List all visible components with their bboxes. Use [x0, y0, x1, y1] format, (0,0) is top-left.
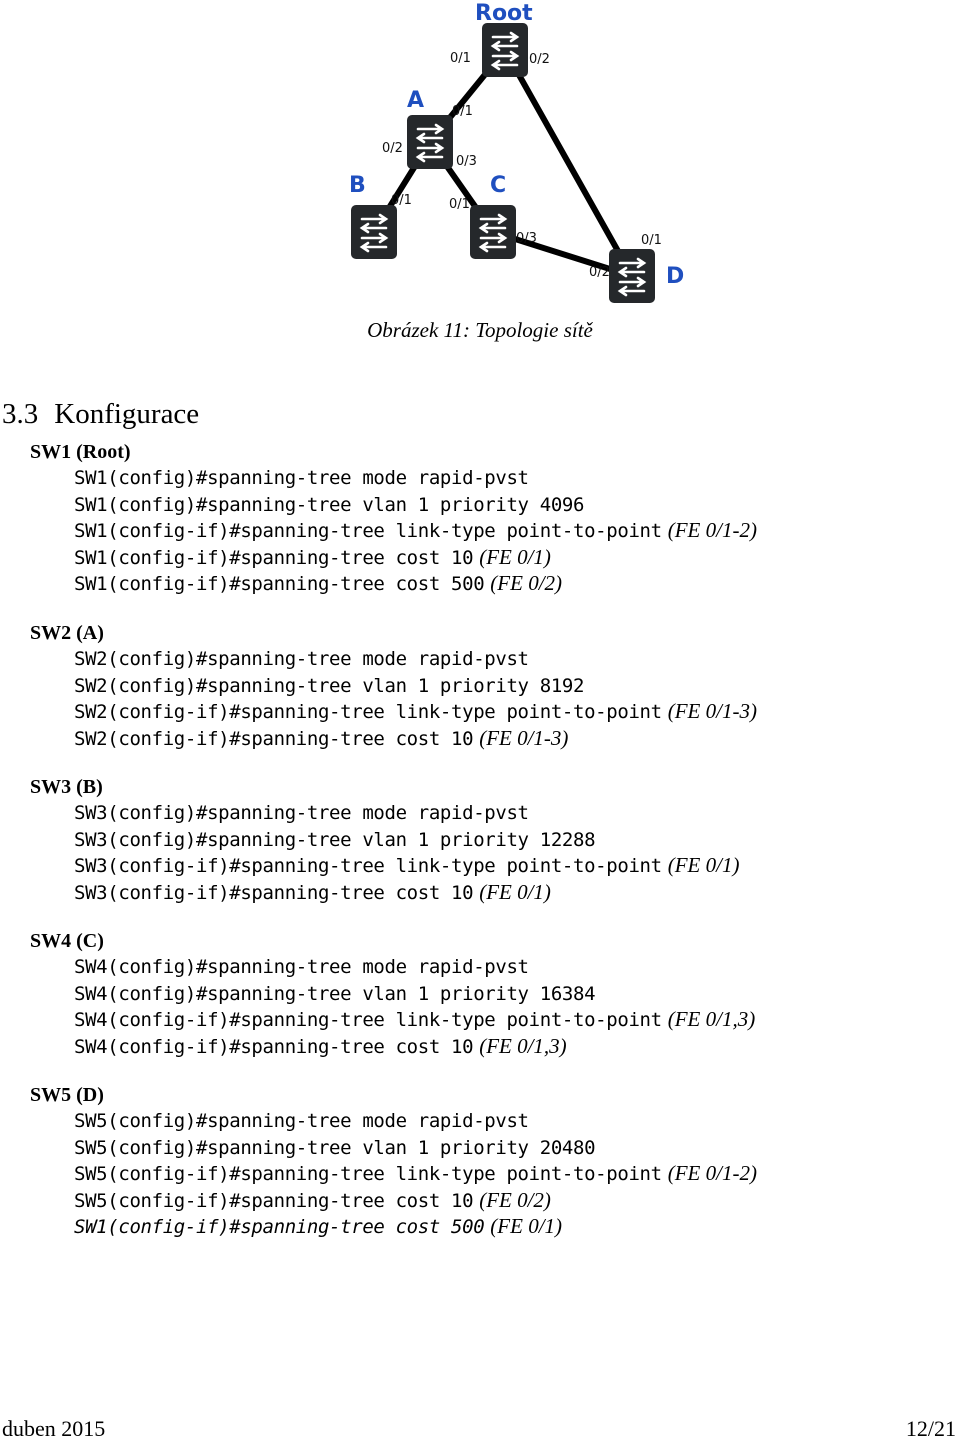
command-line: [74, 1213, 757, 1240]
command-line: [74, 491, 757, 518]
node-label-b: B: [349, 173, 366, 198]
command-line: [74, 517, 757, 544]
switch-title: SW4 (C): [30, 930, 104, 952]
config-block-sw5: [30, 1083, 757, 1240]
config-block-sw1: [30, 440, 757, 597]
section-title: Konfigurace: [54, 398, 200, 430]
switch-title: SW5 (D): [30, 1084, 104, 1106]
command-line: [74, 1187, 757, 1214]
command-line: [74, 1033, 755, 1060]
node-label-a: A: [407, 88, 425, 113]
command-line: [74, 570, 757, 597]
section-number: 3.3: [2, 398, 39, 430]
port-label-b-0-1: 0/1: [391, 193, 412, 208]
command-note: (FE 0/2): [479, 1187, 551, 1212]
port-label-c-0-3: 0/3: [516, 231, 537, 246]
figure-caption: Obrázek 11: Topologie sítě: [367, 318, 593, 342]
port-label-c-0-1: 0/1: [449, 197, 470, 212]
command-line: [74, 725, 757, 752]
command-note: (FE 0/2): [490, 571, 563, 595]
command-code: SW4(config-if)#spanning-tree cost 10: [74, 1035, 474, 1058]
command-code: SW4(config)#spanning-tree vlan 1 priority 16384: [74, 982, 596, 1005]
command-line: [74, 953, 755, 980]
command-code: SW1(config-if)#spanning-tree cost 10: [74, 546, 474, 569]
command-line: [74, 826, 739, 853]
command-line: [74, 879, 739, 906]
port-label-d-0-1: 0/1: [641, 233, 662, 248]
footer-page-number: 12/21: [905, 1416, 956, 1441]
switch-c-icon: [470, 205, 516, 259]
port-label-root-0-1: 0/1: [450, 51, 471, 66]
command-line: [74, 698, 757, 725]
command-note: (FE 0/1): [479, 879, 551, 904]
command-code: SW2(config)#spanning-tree vlan 1 priority 8192: [74, 674, 585, 697]
command-code: SW3(config-if)#spanning-tree cost 10: [74, 881, 474, 904]
command-line: [74, 980, 755, 1007]
command-note: (FE 0/1-3): [479, 725, 569, 750]
command-line: [74, 672, 757, 699]
command-note: (FE 0/1,3): [479, 1033, 567, 1058]
command-note: (FE 0/1): [667, 853, 740, 877]
command-note: (FE 0/1,3): [667, 1007, 756, 1031]
command-code: SW2(config-if)#spanning-tree link-type point-to-point: [74, 701, 662, 723]
command-code: SW4(config)#spanning-tree mode rapid-pvst: [74, 956, 529, 978]
command-note: (FE 0/1): [490, 1214, 563, 1238]
switch-b-icon: [351, 205, 397, 259]
switch-root-icon: [482, 23, 528, 77]
node-label-root: Root: [475, 1, 533, 26]
port-label-a-0-1: 0/1: [452, 104, 473, 119]
command-line: [74, 645, 757, 672]
port-label-a-0-3: 0/3: [456, 154, 477, 169]
command-line: [74, 1134, 757, 1161]
command-code: SW1(config)#spanning-tree vlan 1 priority 4096: [74, 493, 585, 516]
port-label-d-0-2: 0/2: [589, 265, 610, 280]
command-code: SW4(config-if)#spanning-tree link-type point-to-point: [74, 1009, 662, 1031]
command-code: SW2(config-if)#spanning-tree cost 10: [74, 727, 474, 750]
port-label-root-0-2: 0/2: [529, 52, 550, 67]
command-code: SW5(config-if)#spanning-tree cost 10: [74, 1189, 474, 1212]
network-topology-diagram: [330, 0, 700, 310]
command-line: [74, 464, 757, 491]
switch-title: SW2 (A): [30, 622, 104, 644]
command-code: SW5(config)#spanning-tree vlan 1 priority 20480: [74, 1136, 596, 1159]
command-line: [74, 1006, 755, 1033]
command-code: SW1(config-if)#spanning-tree cost 500: [74, 573, 485, 595]
footer-date: duben 2015: [2, 1416, 106, 1441]
command-note: (FE 0/1-2): [667, 1161, 757, 1185]
node-label-d: D: [666, 264, 685, 289]
config-block-sw2: [30, 621, 757, 751]
section-heading: [2, 398, 199, 431]
command-code: SW1(config-if)#spanning-tree cost 500: [74, 1216, 485, 1238]
command-code: SW2(config)#spanning-tree mode rapid-pvst: [74, 648, 529, 670]
command-line: [74, 1160, 757, 1187]
command-note: (FE 0/1): [479, 544, 551, 569]
command-note: (FE 0/1-2): [667, 518, 757, 542]
command-line: [74, 1107, 757, 1134]
command-line: [74, 799, 739, 826]
command-line: [74, 852, 739, 879]
switch-title: SW1 (Root): [30, 441, 131, 463]
command-code: SW3(config-if)#spanning-tree link-type point-to-point: [74, 855, 662, 877]
command-code: SW5(config-if)#spanning-tree link-type point-to-point: [74, 1163, 662, 1185]
config-block-sw3: [30, 775, 739, 905]
port-label-a-0-2: 0/2: [382, 141, 403, 156]
switch-a-icon: [407, 115, 453, 169]
command-line: [74, 544, 757, 571]
switch-title: SW3 (B): [30, 776, 103, 798]
config-block-sw4: [30, 929, 755, 1059]
switch-d-icon: [609, 249, 655, 303]
command-code: SW1(config-if)#spanning-tree link-type point-to-point: [74, 520, 662, 542]
command-code: SW3(config)#spanning-tree vlan 1 priority 12288: [74, 828, 596, 851]
command-code: SW5(config)#spanning-tree mode rapid-pvst: [74, 1110, 529, 1132]
command-note: (FE 0/1-3): [667, 699, 757, 723]
node-label-c: C: [490, 173, 507, 198]
command-code: SW3(config)#spanning-tree mode rapid-pvst: [74, 802, 529, 824]
command-code: SW1(config)#spanning-tree mode rapid-pvst: [74, 467, 529, 489]
